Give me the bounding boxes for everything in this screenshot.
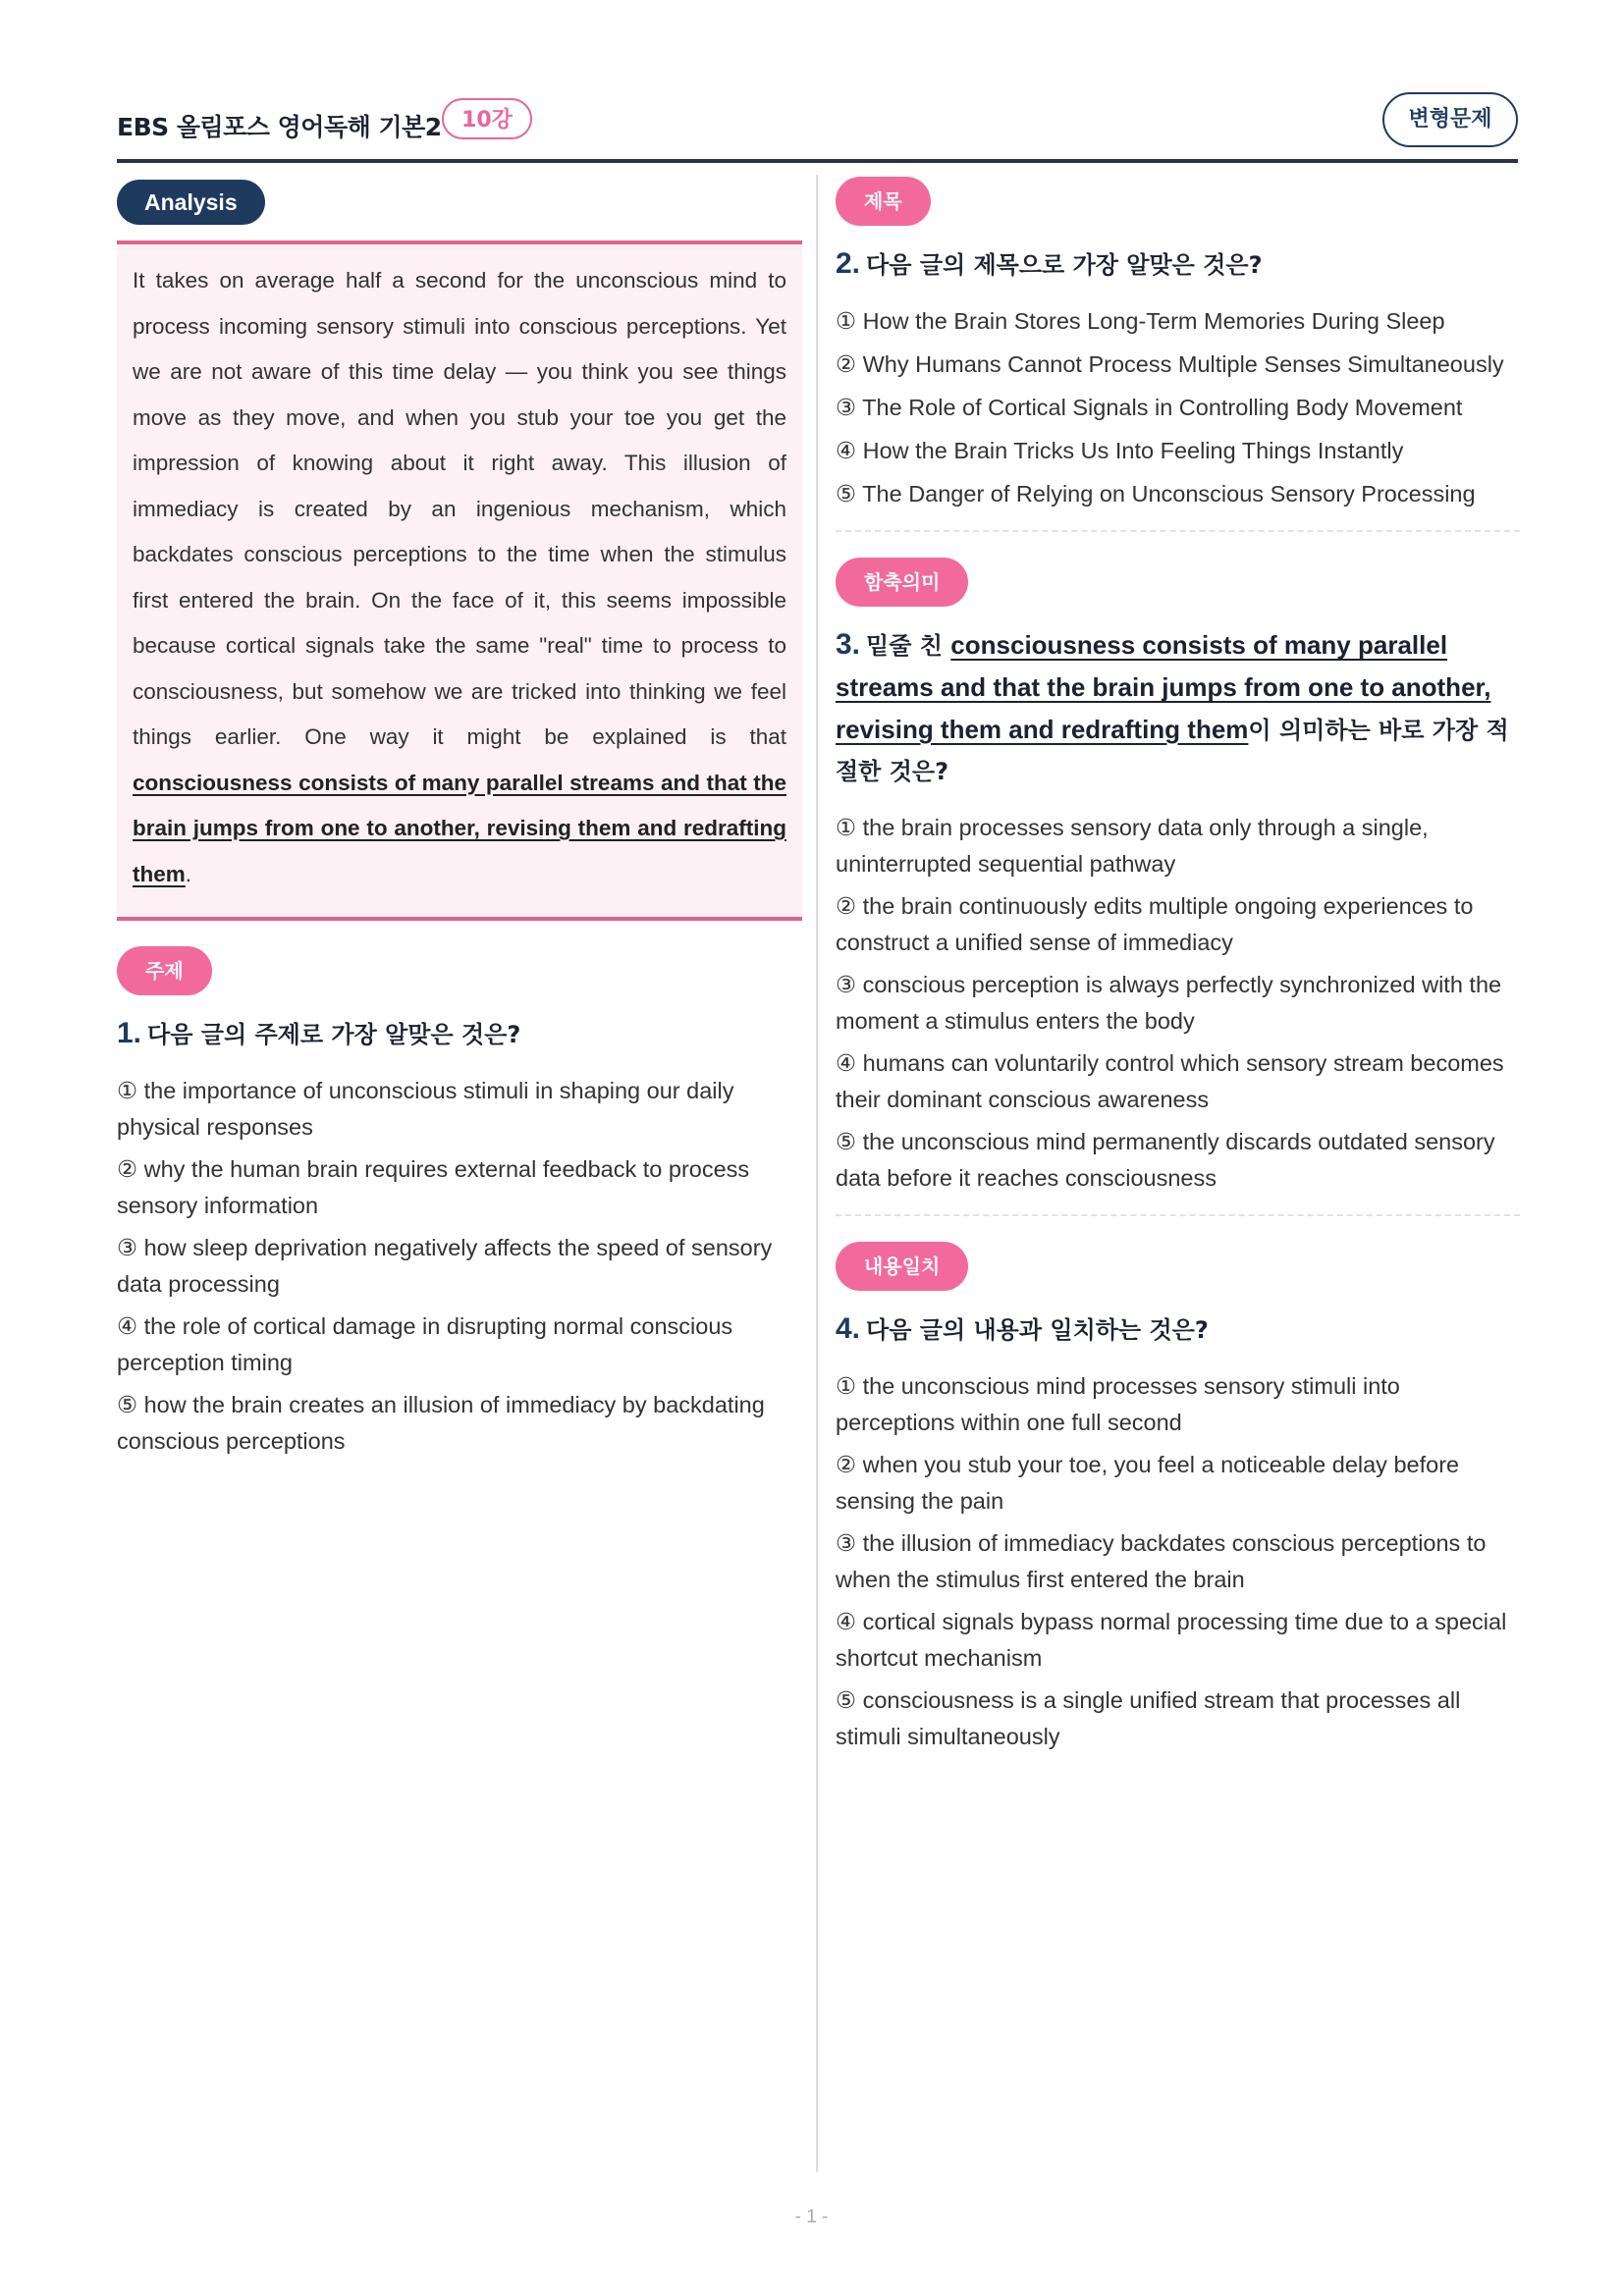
q3-prompt-start: 밑줄 친 bbox=[866, 632, 951, 660]
q2-option-4[interactable]: ④ How the Brain Tricks Us Into Feeling Things Instantly bbox=[836, 438, 1404, 463]
q3-tag: 함축의미 bbox=[836, 558, 968, 607]
q1-option-5[interactable]: ⑤ how the brain creates an illusion of immediacy by backdating conscious perceptions bbox=[117, 1392, 765, 1454]
q3-option-4[interactable]: ④ humans can voluntarily control which sensory stream becomes their dominant conscious awareness bbox=[836, 1050, 1504, 1112]
q4-option-5[interactable]: ⑤ consciousness is a single unified stream that processes all stimuli simultaneously bbox=[836, 1687, 1461, 1749]
q4-section bbox=[836, 1242, 1520, 1755]
q2-tag: 제목 bbox=[836, 177, 931, 226]
passage-text bbox=[133, 258, 786, 897]
q3-option-1[interactable]: ① the brain processes sensory data only through a single, uninterrupted sequential pathway bbox=[836, 815, 1429, 877]
q3-underlined-phrase: consciousness consists of many parallel streams and that the brain jumps from one to another, revising them and redrafting them bbox=[836, 630, 1491, 744]
q1-tag: 주제 bbox=[117, 946, 212, 995]
passage-text-main: It takes on average half a second for the unconscious mind to process incoming sensory stimuli into conscious perceptions. Yet we are not aware of this time delay — you think you see things move as they move, and when you stub your toe you get the impression of knowing about it right away. This illusion of immediacy is created by an ingenious mechanism, which backdates conscious perceptions to the time when the stimulus first entered the brain. On the face of it, this seems impossible because cortical signals take the same "real" time to process to consciousness, but somehow we are tricked into thinking we feel things earlier. One way it might be explained is that bbox=[133, 268, 786, 749]
q4-option-3[interactable]: ③ the illusion of immediacy backdates conscious perceptions to when the stimulus first entered the brain bbox=[836, 1530, 1487, 1592]
q3-option-5[interactable]: ⑤ the unconscious mind permanently discards outdated sensory data before it reaches consciousness bbox=[836, 1129, 1495, 1191]
q2-title bbox=[836, 243, 1520, 286]
q2-section bbox=[836, 177, 1520, 512]
section-separator bbox=[836, 1214, 1520, 1216]
q3-option-3[interactable]: ③ conscious perception is always perfectly synchronized with the moment a stimulus enters the body bbox=[836, 972, 1502, 1034]
q3-option-2[interactable]: ② the brain continuously edits multiple ongoing experiences to construct a unified sense of immediacy bbox=[836, 893, 1474, 955]
q1-section bbox=[117, 946, 802, 1460]
right-column bbox=[836, 177, 1520, 1761]
q1-number: 1. bbox=[117, 1017, 142, 1049]
q4-prompt: 다음 글의 내용과 일치하는 것은? bbox=[866, 1316, 1209, 1344]
passage-box bbox=[117, 240, 802, 921]
q1-option-3[interactable]: ③ how sleep deprivation negatively affects the speed of sensory data processing bbox=[117, 1235, 773, 1297]
lesson-badge: 10강 bbox=[442, 98, 532, 139]
analysis-label: Analysis bbox=[117, 180, 265, 225]
q3-section bbox=[836, 558, 1520, 1197]
q1-options bbox=[117, 1073, 802, 1460]
q2-number: 2. bbox=[836, 247, 861, 280]
passage-text-end: . bbox=[185, 861, 192, 886]
q2-option-5[interactable]: ⑤ The Danger of Relying on Unconscious Sensory Processing bbox=[836, 481, 1476, 507]
q4-option-1[interactable]: ① the unconscious mind processes sensory stimuli into perceptions within one full second bbox=[836, 1373, 1400, 1435]
q2-option-3[interactable]: ③ The Role of Cortical Signals in Controlling Body Movement bbox=[836, 395, 1463, 420]
q3-prompt-end: 이 의미하는 바로 가장 적절한 것은? bbox=[836, 717, 1509, 785]
q3-title bbox=[836, 624, 1520, 792]
book-title: EBS 올림포스 영어독해 기본2 bbox=[117, 113, 442, 141]
q1-option-2[interactable]: ② why the human brain requires external feedback to process sensory information bbox=[117, 1156, 750, 1218]
q4-options bbox=[836, 1368, 1520, 1755]
q3-number: 3. bbox=[836, 628, 861, 661]
section-separator bbox=[836, 530, 1520, 532]
q2-options bbox=[836, 303, 1520, 512]
q1-title bbox=[117, 1013, 802, 1055]
left-column bbox=[117, 180, 802, 1466]
column-divider bbox=[816, 175, 818, 2172]
q4-number: 4. bbox=[836, 1312, 861, 1345]
q4-option-4[interactable]: ④ cortical signals bypass normal processing time due to a special shortcut mechanism bbox=[836, 1609, 1507, 1671]
q4-title bbox=[836, 1308, 1520, 1351]
q3-options bbox=[836, 810, 1520, 1197]
page-number: - 1 - bbox=[794, 2207, 829, 2227]
q2-option-1[interactable]: ① How the Brain Stores Long-Term Memories During Sleep bbox=[836, 308, 1445, 334]
q1-option-4[interactable]: ④ the role of cortical damage in disrupting normal conscious perception timing bbox=[117, 1313, 733, 1375]
q4-tag: 내용일치 bbox=[836, 1242, 968, 1291]
variant-badge: 변형문제 bbox=[1382, 92, 1518, 147]
passage-underlined-text: consciousness consists of many parallel streams and that the brain jumps from one to another, revising them and redrafting them bbox=[133, 770, 786, 886]
q2-prompt: 다음 글의 제목으로 가장 알맞은 것은? bbox=[866, 251, 1263, 279]
q1-prompt: 다음 글의 주제로 가장 알맞은 것은? bbox=[147, 1021, 521, 1048]
q2-option-2[interactable]: ② Why Humans Cannot Process Multiple Senses Simultaneously bbox=[836, 351, 1504, 377]
q1-option-1[interactable]: ① the importance of unconscious stimuli in shaping our daily physical responses bbox=[117, 1078, 734, 1140]
page-header bbox=[117, 96, 1518, 163]
q4-option-2[interactable]: ② when you stub your toe, you feel a noticeable delay before sensing the pain bbox=[836, 1452, 1460, 1514]
